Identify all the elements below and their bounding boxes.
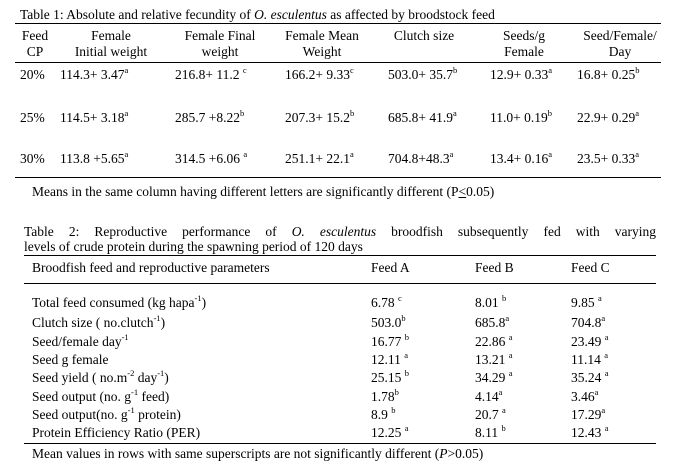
header-cell: weight (201, 44, 239, 59)
value-cell: 20.7 $^a$ (475, 405, 506, 422)
value-cell: 207.3+ 15.2$^b$ (285, 108, 355, 125)
caption-text: Table 1: Absolute and relative fecundity of (20, 7, 255, 22)
caption-text: as affected by broodstock feed (326, 7, 495, 22)
value-cell: 11.14 $^a$ (571, 350, 609, 367)
header-cell: Female (504, 44, 544, 59)
value-cell: 251.1+ 22.1$^a$ (285, 149, 354, 166)
param-cell: Seed output (no. $g^{-1}$ feed) (32, 387, 170, 404)
value-cell: 216.8+ 11.2 $^c$ (175, 65, 247, 82)
value-cell: 22.86 $^a$ (475, 332, 513, 349)
value-cell: 8.9 $^b$ (371, 405, 396, 422)
value-cell: 114.5+ 3.18$^a$ (60, 108, 129, 125)
value-cell: 35.24 $^a$ (571, 368, 609, 385)
species-name: O. esculentus (291, 224, 377, 239)
header-cell: Seed/Female/ (583, 28, 657, 43)
value-cell: 9.85 $^a$ (571, 293, 602, 310)
table-rule-bottom (15, 177, 661, 178)
value-cell: 503.0$^b$ (371, 313, 406, 330)
value-cell: 113.8 +5.65$^a$ (60, 149, 129, 166)
table-2-footnote: Mean values in rows with same superscripts are not significantly different (P>0.05) (32, 446, 484, 461)
value-cell: 23.49 $^a$ (571, 332, 609, 349)
value-cell: 12.25 $^a$ (371, 423, 409, 440)
value-cell: 34.29 $^a$ (475, 368, 513, 385)
header-cell: Female Mean (285, 28, 359, 43)
value-cell: 3.46$^a$ (571, 387, 599, 404)
value-cell: 704.8+48.3$^a$ (388, 149, 454, 166)
value-cell: 16.77 $^b$ (371, 332, 409, 349)
header-cell: Feed C (571, 260, 610, 275)
value-cell: 13.21 $^a$ (475, 350, 513, 367)
value-cell: 16.8+ 0.25$^b$ (577, 65, 640, 82)
param-cell: Seed g female (32, 352, 109, 367)
value-cell: 8.11 $^b$ (475, 423, 506, 440)
value-cell: 4.14$^a$ (475, 387, 503, 404)
header-cell: Feed (21, 28, 49, 43)
value-cell: 12.9+ 0.33$^a$ (490, 65, 553, 82)
header-cell: Feed A (371, 260, 410, 275)
table-rule-header (24, 283, 656, 284)
header-cell: Clutch size (393, 28, 455, 43)
param-cell: Total feed consumed (kg hapa$^{-1}$) (32, 293, 207, 310)
header-cell: Seeds/g (503, 28, 545, 43)
param-cell: Protein Efficiency Ratio (PER) (32, 425, 201, 440)
value-cell: 8.01 $^b$ (475, 293, 507, 310)
header-cell: Weight (302, 44, 342, 59)
table-rule-header (15, 62, 661, 63)
header-cell: Initial weight (74, 44, 148, 59)
param-cell: Seed yield ( $no.m^{-2}$ day$^{-1}$) (32, 368, 169, 385)
cp-cell: 25% (20, 110, 45, 125)
value-cell: 17.29$^a$ (571, 405, 606, 422)
header-cell: CP (26, 44, 44, 59)
value-cell: 166.2+ 9.33$^c$ (285, 65, 354, 82)
value-cell: 6.78 $^c$ (371, 293, 402, 310)
value-cell: 114.3+ 3.47$^a$ (60, 65, 129, 82)
header-cell: Feed B (475, 260, 514, 275)
table-rule-top (24, 255, 656, 256)
param-cell: Seed/female day$^{-1}$ (32, 332, 129, 349)
value-cell: 685.8+ 41.9$^a$ (388, 108, 457, 125)
value-cell: 314.5 +6.06 $^a$ (175, 149, 248, 166)
value-cell: 685.8$^a$ (475, 313, 510, 330)
header-cell: Female Final (184, 28, 256, 43)
value-cell: 704.8$^a$ (571, 313, 606, 330)
header-cell: Female (91, 28, 131, 43)
table-2-caption: Table 2: Reproductive performance of O. esculentus broodfish subsequently fed with varying levels of crude protein during the spawning period of 120 days (24, 224, 657, 254)
value-cell: 25.15 $^b$ (371, 368, 409, 385)
param-cell: Seed output(no. $g^{-1}$ protein) (32, 405, 181, 422)
value-cell: 503.0+ 35.7$^b$ (388, 65, 458, 82)
value-cell: 13.4+ 0.16$^a$ (490, 149, 553, 166)
value-cell: 12.11 $^a$ (371, 350, 409, 367)
table-rule-bottom (24, 443, 656, 444)
cp-cell: 20% (20, 67, 45, 82)
species-name: O. esculentus (254, 7, 327, 22)
header-cell: Broodfish feed and reproductive parameters (32, 260, 270, 275)
value-cell: 12.43 $^a$ (571, 423, 609, 440)
value-cell: 22.9+ 0.29$^a$ (577, 108, 640, 125)
value-cell: 11.0+ 0.19$^b$ (490, 108, 552, 125)
value-cell: 23.5+ 0.33$^a$ (577, 149, 640, 166)
value-cell: 1.78$^b$ (371, 387, 399, 404)
value-cell: 285.7 +8.22$^b$ (175, 108, 245, 125)
param-cell: Clutch size ( no.clutch$^{-1}$) (32, 313, 166, 330)
table-rule-top (15, 23, 661, 24)
table-1-caption (20, 8, 495, 22)
cp-cell: 30% (20, 151, 45, 166)
header-cell: Day (608, 44, 632, 59)
table-1-footnote: Means in the same column having different letters are significantly different (P<0.05) (32, 184, 495, 199)
